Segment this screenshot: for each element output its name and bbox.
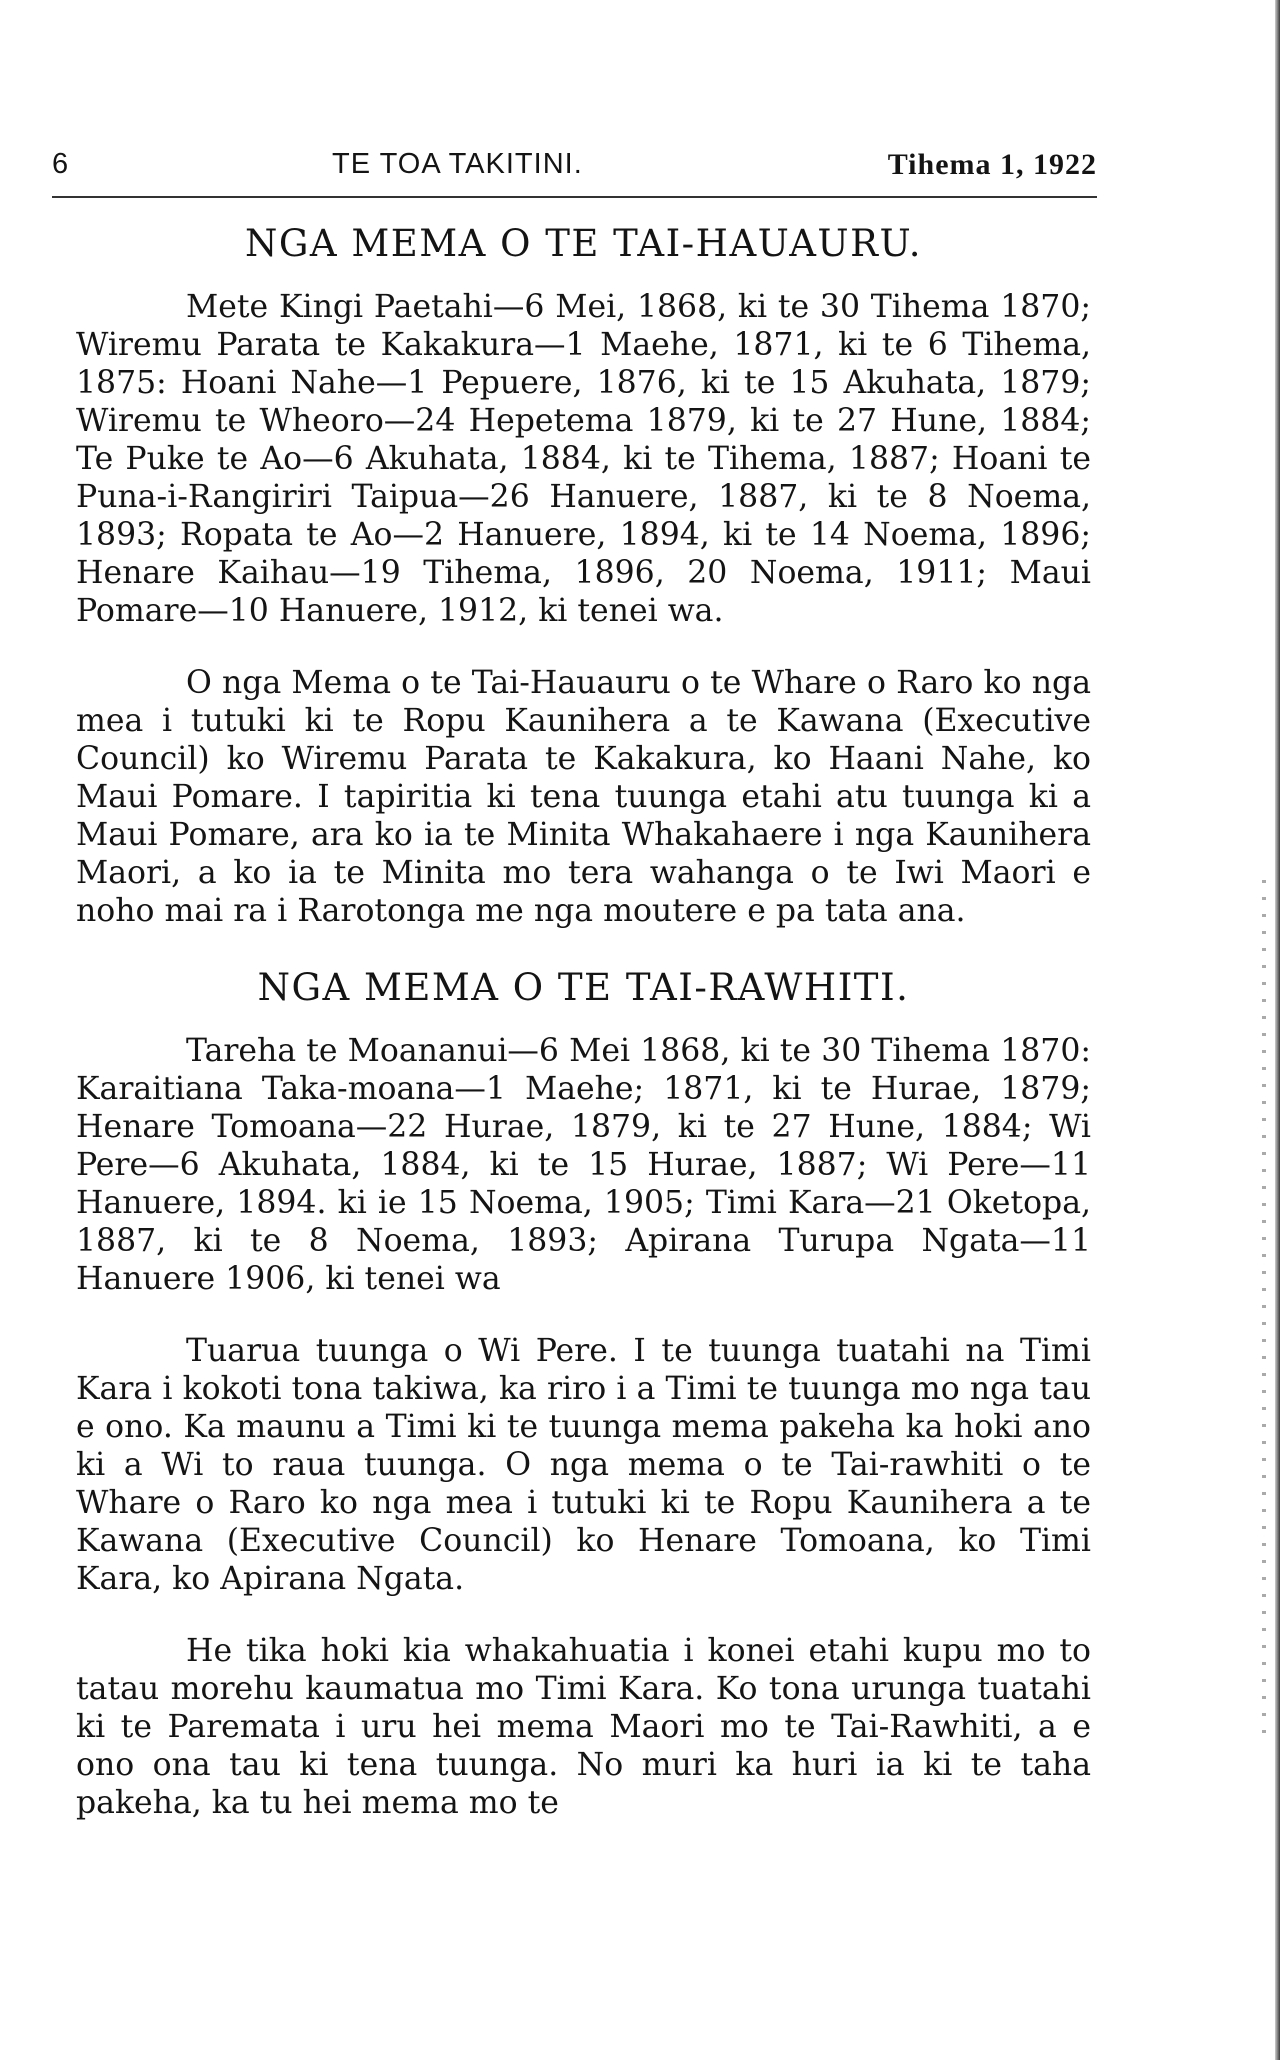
paragraph: Mete Kingi Paetahi—6 Mei, 1868, ki te 30 Tihema 1870; Wiremu Parata te Kakakura—1 Maehe, 1871, ki te 6 Tihema, 1875: Hoani Nahe—1 Pepuere, 1876, ki te 15 Akuhata, 1879; Wiremu te Wheoro—24 Hepetema 1879, ki te 27 Hune, 1884; Te Puke te Ao—6 Akuhata, 1884, ki te Tihema, 1887; Hoani te Puna-i-Rangiriri Taipua—26 Hanuere, 1887, ki te 8 Noema, 1893; Ropata te Ao—2 Hanuere, 1894, ki te 14 Noema, 1896; Henare Kaihau—19 Tihema, 1896, 20 Noema, 1911; Maui Pomare—10 Hanuere, 1912, ki tenei wa.: [76, 289, 1091, 629]
section-heading-tai-hauauru: NGA MEMA O TE TAI-HAUAURU.: [244, 222, 923, 265]
text-column: [76, 220, 1091, 1822]
paragraph: Tareha te Moananui—6 Mei 1868, ki te 30 Tihema 1870: Karaitiana Taka-moana—1 Maehe; 1871, ki te Hurae, 1879; Henare Tomoana—22 Hurae, 1879, ki te 27 Hune, 1884; Wi Pere—6 Akuhata, 1884, ki te 15 Hurae, 1887; Wi Pere—11 Hanuere, 1894. ki ie 15 Noema, 1905; Timi Kara—21 Oketopa, 1887, ki te 8 Noema, 1893; Apirana Turupa Ngata—11 Hanuere 1906, ki tenei wa: [76, 1033, 1091, 1297]
header-rule: [52, 196, 1097, 198]
paragraph: He tika hoki kia whakahuatia i konei etahi kupu mo to tatau morehu kaumatua mo Timi Kara. Ko tona urunga tuatahi ki te Paremata i uru hei mema Maori mo te Tai-Rawhiti, a e ono ona tau ki tena tuunga. No muri ka huri ia ki te taha pakeha, ka tu hei mema mo te: [76, 1633, 1091, 1821]
page-number: 6: [52, 148, 70, 180]
paragraph: O nga Mema o te Tai-Hauauru o te Whare o Raro ko nga mea i tutuki ki te Ropu Kaunihera a te Kawana (Executive Council) ko Wiremu Parata te Kakakura, ko Haani Nahe, ko Maui Pomare. I tapiritia ki tena tuunga etahi atu tuunga ki a Maui Pomare, ara ko ia te Minita Whakahaere i nga Kaunihera Maori, a ko ia te Minita mo tera wahanga o te Iwi Maori e noho mai ra i Rarotonga me nga moutere e pa tata ana.: [76, 665, 1091, 929]
page-edge-shadow: [1275, 0, 1280, 2060]
issue-date: Tihema 1, 1922: [887, 148, 1097, 181]
paragraph: Tuarua tuunga o Wi Pere. I te tuunga tuatahi na Timi Kara i kokoti tona takiwa, ka riro i a Timi te tuunga mo nga tau e ono. Ka maunu a Timi ki te tuunga mema pakeha ka hoki ano ki a Wi to raua tuunga. O nga mema o te Tai-rawhiti o te Whare o Raro ko nga mea i tutuki ki te Ropu Kaunihera a te Kawana (Executive Council) ko Henare Tomoana, ko Timi Kara, ko Apirana Ngata.: [76, 1333, 1091, 1597]
publication-title: TE TOA TAKITINI.: [332, 148, 583, 180]
section-heading-tai-rawhiti: NGA MEMA O TE TAI-RAWHITI.: [257, 966, 910, 1009]
page-edge-speckle: [1262, 880, 1266, 1740]
running-header: [52, 148, 1097, 188]
